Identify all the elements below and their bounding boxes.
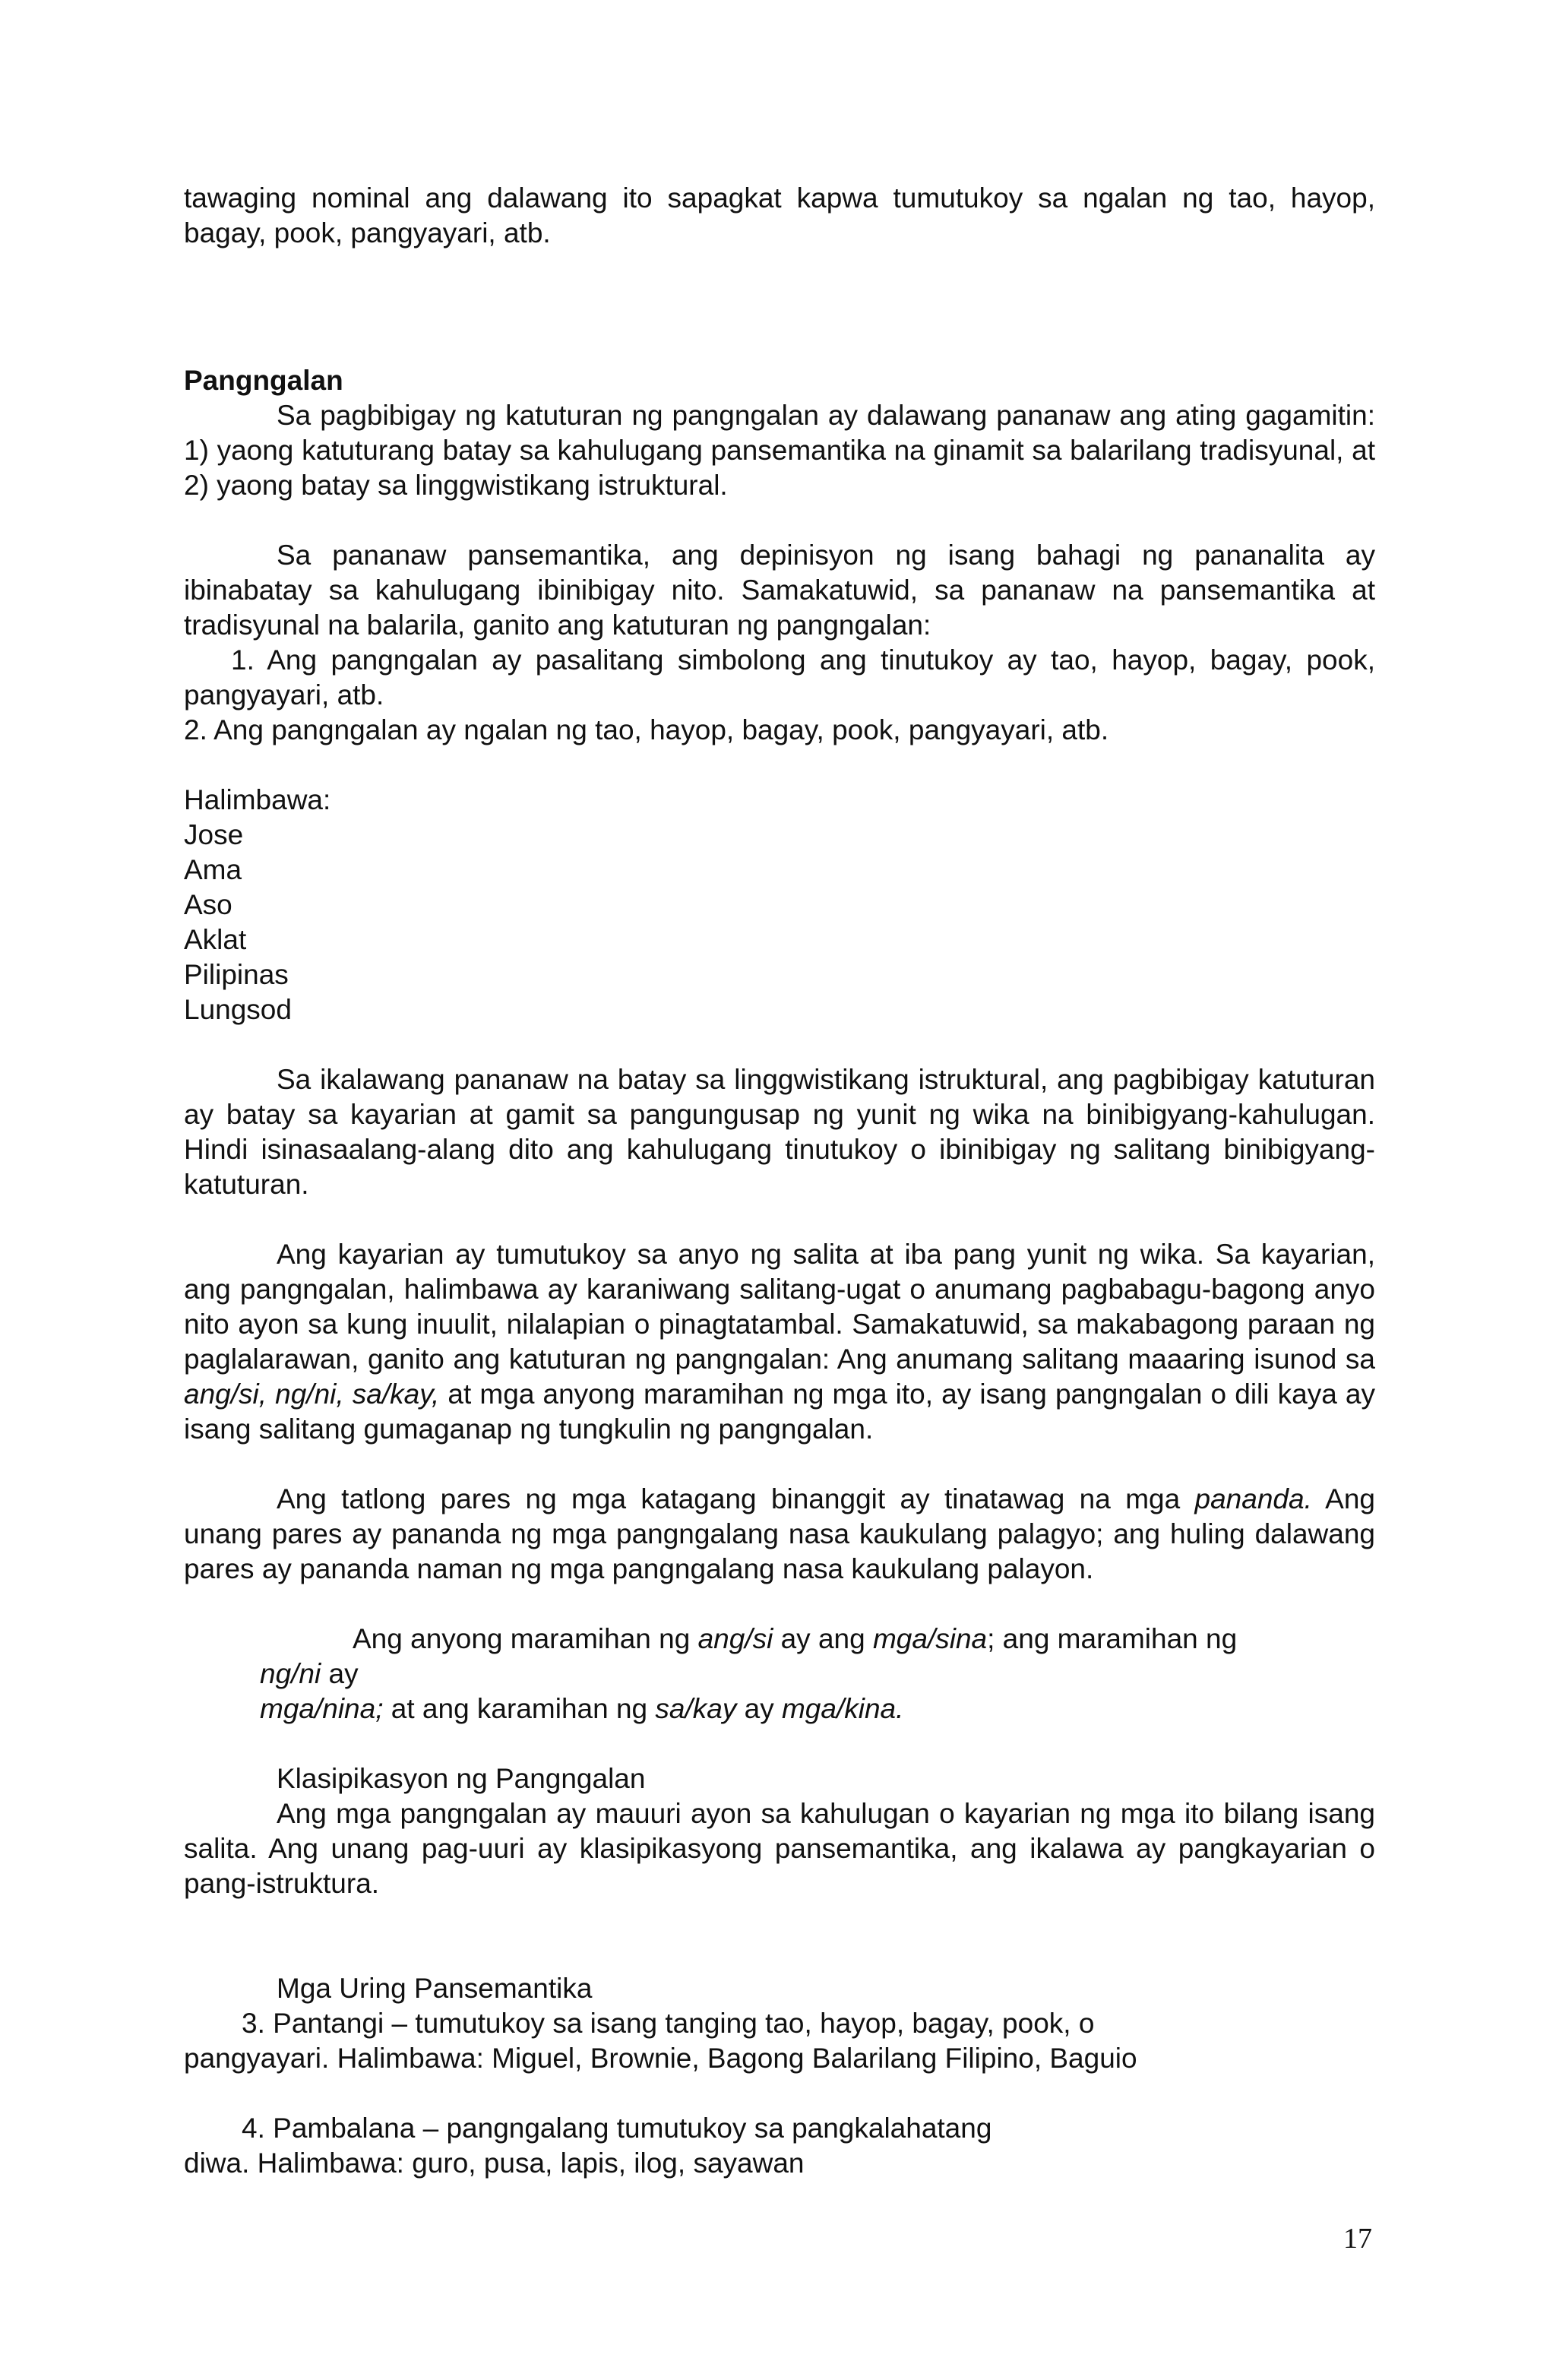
example-item: Aklat xyxy=(184,924,247,955)
classification-title: Klasipikasyon ng Pangngalan xyxy=(277,1763,646,1794)
example-item: Lungsod xyxy=(184,994,292,1025)
item-pantangi-line2: pangyayari. Halimbawa: Miguel, Brownie, Bagong Balarilang Filipino, Baguio xyxy=(184,2043,1137,2074)
item-pambalana-line2: diwa. Halimbawa: guro, pusa, lapis, ilog, sayawan xyxy=(184,2147,805,2179)
example-label: Halimbawa: xyxy=(184,784,331,815)
paragraph-pananda: Ang tatlong pares ng mga katagang binanggit ay tinatawag na mga pananda. Ang unang pares ay pananda ng mga pangngalang nasa kaukulang palagyo; ang huling dalawang pares ay pananda naman ng mga pangngalang nasa kaukulang palayon. xyxy=(184,1483,1376,1584)
paragraph-istruktural: Sa ikalawang pananaw na batay sa linggwistikang istruktural, ang pagbibigay katuturan ay batay sa kayarian at gamit sa pangungusap ng yunit ng wika na binibigyang-kahulugan. Hindi isinasaalang-alang dito ang kahulugang tinutukoy o ibinibigay ng salitang binibigyang-katuturan. xyxy=(184,1064,1375,1200)
page-number: 17 xyxy=(1343,2223,1372,2255)
page-content xyxy=(184,181,1375,2181)
intro-paragraph: tawaging nominal ang dalawang ito sapagkat kapwa tumutukoy sa ngalan ng tao, hayop, bagay, pook, pangyayari, atb. xyxy=(184,182,1375,248)
definition-1: 1. Ang pangngalan ay pasalitang simbolong ang tinutukoy ay tao, hayop, bagay, pook, pangyayari, atb. xyxy=(184,644,1375,711)
classification-paragraph: Ang mga pangngalan ay mauuri ayon sa kahulugan o kayarian ng mga ito bilang isang salita. Ang unang pag-uuri ay klasipikasyong pansemantika, ang ikalawa ay pangkayarian o pang-istruktura. xyxy=(184,1798,1375,1899)
plural-forms-note: Ang anyong maramihan ng ang/si ay ang mga/sina; ang maramihan ng ng/ni ay mga/nina; at ang karamihan ng sa/kay ay mga/kina. xyxy=(260,1623,1238,1724)
paragraph-pananaw: Sa pagbibigay ng katuturan ng pangngalan ay dalawang pananaw ang ating gagamitin: 1) yaong katuturang batay sa kahulugang pansemantika na ginamit sa balarilang tradisyunal, at 2) yaong batay sa linggwistikang istruktural. xyxy=(184,400,1375,501)
definition-2: 2. Ang pangngalan ay ngalan ng tao, hayop, bagay, pook, pangyayari, atb. xyxy=(184,714,1109,745)
item-pantangi-line1: 3. Pantangi – tumutukoy sa isang tanging tao, hayop, bagay, pook, o xyxy=(242,2008,1095,2039)
item-pambalana-line1: 4. Pambalana – pangngalang tumutukoy sa pangkalahatang xyxy=(242,2113,992,2144)
paragraph-pansemantika: Sa pananaw pansemantika, ang depinisyon ng isang bahagi ng pananalita ay ibinabatay sa kahulugang ibinibigay nito. Samakatuwid, sa pananaw na pansemantika at tradisyunal na balarila, ganito ang katuturan ng pangngalan: xyxy=(184,540,1375,641)
example-item: Pilipinas xyxy=(184,959,289,990)
example-item: Aso xyxy=(184,889,232,920)
example-item: Ama xyxy=(184,854,242,885)
example-list xyxy=(184,783,1375,1027)
section-heading: Pangngalan xyxy=(184,365,343,396)
example-item: Jose xyxy=(184,819,244,850)
semantic-types-title: Mga Uring Pansemantika xyxy=(277,1973,593,2004)
paragraph-kayarian: Ang kayarian ay tumutukoy sa anyo ng salita at iba pang yunit ng wika. Sa kayarian, ang pangngalan, halimbawa ay karaniwang salitang-ugat o anumang pagbabagu-bagong anyo nito ayon sa kung inuulit, nilalapian o pinagtatambal. Samakatuwid, sa makabagong paraan ng paglalarawan, ganito ang katuturan ng pangngalan: Ang anumang salitang maaaring isunod sa ang/si, ng/ni, sa/kay, at mga anyong maramihan ng mga ito, ay isang pangngalan o dili kaya ay isang salitang gumaganap ng tungkulin ng pangngalan. xyxy=(184,1239,1375,1445)
